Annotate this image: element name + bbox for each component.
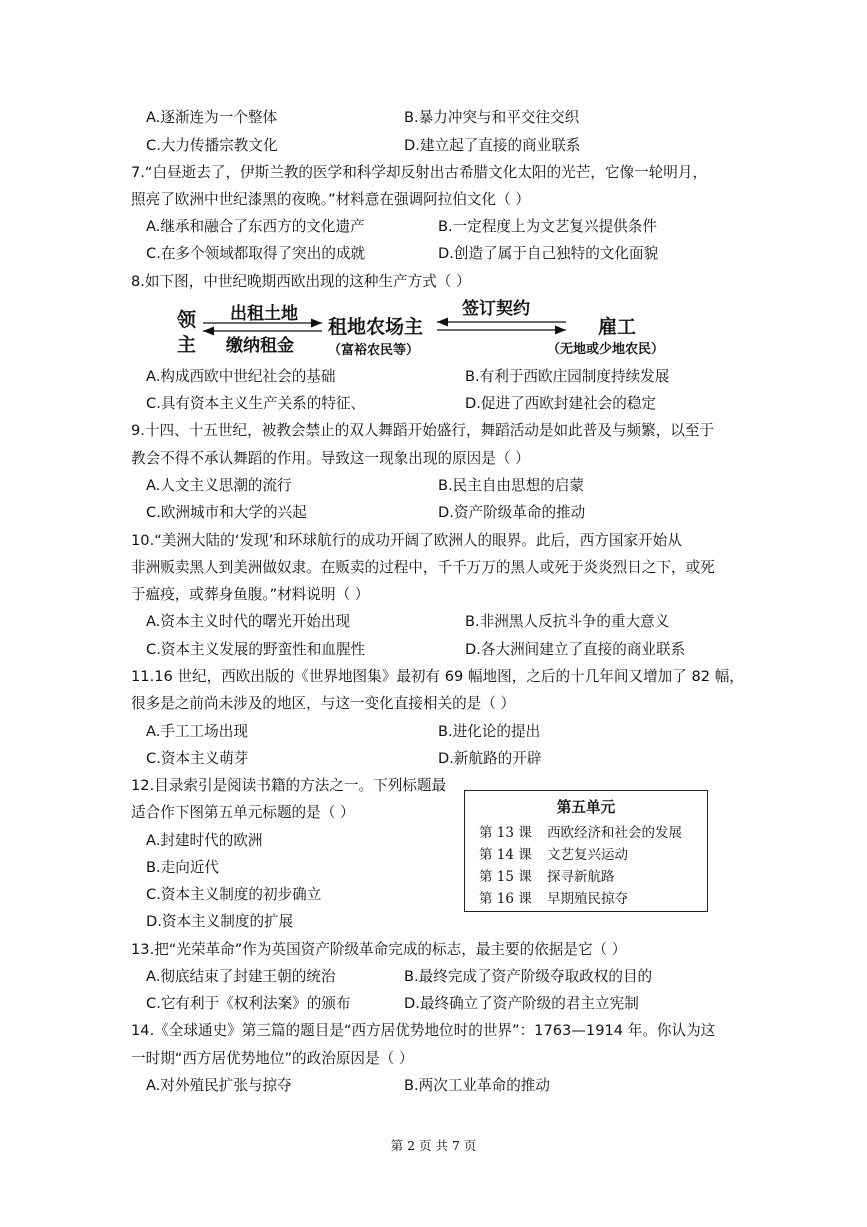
question-11-line1: 11.16 世纪，西欧出版的《世界地图集》最初有 69 幅地图，之后的十几年间又增加了 82 幅， bbox=[131, 668, 744, 685]
option-8a: A.构成西欧中世纪社会的基础 bbox=[146, 368, 336, 385]
option-6d: D.建立起了直接的商业联系 bbox=[404, 137, 581, 154]
question-13: 13.把“光荣革命”作为英国资产阶级革命完成的标志，最主要的依据是它（ ） bbox=[131, 941, 627, 958]
question-8: 8.如下图，中世纪晚期西欧出现的这种生产方式（ ） bbox=[131, 273, 471, 290]
toc-lesson-name: 探寻新航路 bbox=[547, 869, 615, 885]
option-12c: C.资本主义制度的初步确立 bbox=[146, 886, 322, 903]
question-10-line1: 10.“美洲大陆的‘发现’和环球航行的成功开阔了欧洲人的眼界。此后，西方国家开始从 bbox=[131, 532, 682, 549]
option-8d: D.促进了西欧封建社会的稳定 bbox=[465, 395, 657, 412]
option-10c: C.资本主义发展的野蛮性和血腥性 bbox=[146, 641, 366, 658]
lord-label-1: 领 bbox=[177, 309, 197, 331]
option-13a: A.彻底结束了封建王朝的统治 bbox=[146, 968, 336, 985]
toc-lesson-name: 西欧经济和社会的发展 bbox=[547, 825, 682, 841]
option-9a: A.人文主义思潮的流行 bbox=[146, 477, 292, 494]
toc-lesson-name: 早期殖民掠夺 bbox=[547, 891, 628, 907]
question-12-line1: 12.目录索引是阅读书籍的方法之一。下列标题最 bbox=[131, 777, 447, 794]
question-7-line1: 7.“白昼逝去了，伊斯兰教的医学和科学却反射出古希腊文化太阳的光芒，它像一轮明月， bbox=[131, 164, 708, 181]
lord-label-2: 主 bbox=[177, 334, 197, 356]
option-12b: B.走向近代 bbox=[146, 859, 220, 876]
question-12-line2: 适合作下图第五单元标题的是（ ） bbox=[131, 804, 355, 821]
contract-label: 签订契约 bbox=[462, 299, 530, 319]
option-13c: C.它有利于《权利法案》的颁布 bbox=[146, 995, 351, 1012]
option-9d: D.资产阶级革命的推动 bbox=[438, 504, 586, 521]
toc-lesson-no: 第 14 课 bbox=[479, 847, 532, 863]
option-9b: B.民主自由思想的启蒙 bbox=[438, 477, 584, 494]
option-13b: B.最终完成了资产阶级夺取政权的目的 bbox=[404, 968, 653, 985]
option-10b: B.非洲黑人反抗斗争的重大意义 bbox=[465, 613, 670, 630]
worker-note: （无地或少地农民） bbox=[547, 342, 665, 357]
option-12d: D.资本主义制度的扩展 bbox=[146, 913, 294, 930]
question-9-line1: 9.十四、十五世纪，被教会禁止的双人舞蹈开始盛行，舞蹈活动是如此普及与频繁，以至于 bbox=[131, 422, 715, 439]
option-6b: B.暴力冲突与和平交往交织 bbox=[404, 109, 580, 126]
option-7a: A.继承和融合了东西方的文化遗产 bbox=[146, 218, 365, 235]
option-13d: D.最终确立了资产阶级的君主立宪制 bbox=[404, 995, 639, 1012]
worker-label: 雇工 bbox=[598, 316, 637, 338]
option-6a: A.逐渐连为一个整体 bbox=[146, 109, 278, 126]
arrow-head-left bbox=[203, 327, 214, 336]
option-11b: B.进化论的提出 bbox=[438, 723, 541, 740]
toc-title: 第五单元 bbox=[556, 799, 616, 816]
toc-lesson-no: 第 13 课 bbox=[479, 825, 532, 841]
option-11c: C.资本主义萌芽 bbox=[146, 750, 249, 767]
option-7c: C.在多个领域都取得了突出的成就 bbox=[146, 245, 366, 262]
toc-row bbox=[479, 865, 615, 885]
option-10d: D.各大洲间建立了直接的商业联系 bbox=[465, 641, 686, 658]
unit-five-toc-box bbox=[464, 790, 708, 912]
toc-row bbox=[479, 887, 628, 907]
option-8b: B.有利于西欧庄园制度持续发展 bbox=[465, 368, 670, 385]
question-10-line3: 于瘟疫，或葬身鱼腹。”材料说明（ ） bbox=[131, 586, 370, 603]
question-14-line2: 一时期“西方居优势地位”的政治原因是（ ） bbox=[131, 1050, 414, 1067]
option-12a: A.封建时代的欧洲 bbox=[146, 832, 263, 849]
question-7-line2: 照亮了欧洲中世纪漆黑的夜晚。”材料意在强调阿拉伯文化（ ） bbox=[131, 191, 530, 208]
question-11-line2: 很多是之前尚未涉及的地区，与这一变化直接相关的是（ ） bbox=[131, 695, 516, 712]
option-14b: B.两次工业革命的推动 bbox=[404, 1077, 550, 1094]
question-9-line2: 教会不得不承认舞蹈的作用。导致这一现象出现的原因是（ ） bbox=[131, 450, 530, 467]
toc-lesson-no: 第 16 课 bbox=[479, 891, 532, 907]
option-7d: D.创造了属于自己独特的文化面貌 bbox=[438, 245, 659, 262]
option-7b: B.一定程度上为文艺复兴提供条件 bbox=[438, 218, 657, 235]
page-footer: 第 2 页 共 7 页 bbox=[390, 1138, 477, 1153]
toc-lesson-no: 第 15 课 bbox=[479, 869, 532, 885]
option-6c: C.大力传播宗教文化 bbox=[146, 137, 278, 154]
arrow-head-right-2 bbox=[555, 326, 566, 335]
option-10a: A.资本主义时代的曙光开始出现 bbox=[146, 613, 351, 630]
toc-row bbox=[479, 843, 628, 863]
arrow-head-left-2 bbox=[437, 318, 448, 327]
option-11a: A.手工工场出现 bbox=[146, 723, 248, 740]
arrow-head-right bbox=[311, 319, 322, 328]
pay-rent-label: 缴纳租金 bbox=[226, 336, 294, 356]
farmer-label: 租地农场主 bbox=[328, 316, 424, 338]
question-14-line1: 14.《全球通史》第三篇的题目是“西方居优势地位时的世界”：1763—1914 年。你认为这 bbox=[131, 1022, 716, 1039]
question-10-line2: 非洲贩卖黑人到美洲做奴隶。在贩卖的过程中，千千万万的黑人或死于炎炎烈日之下，或死 bbox=[131, 559, 715, 576]
option-9c: C.欧洲城市和大学的兴起 bbox=[146, 504, 307, 521]
option-14a: A.对外殖民扩张与掠夺 bbox=[146, 1077, 292, 1094]
option-11d: D.新航路的开辟 bbox=[438, 750, 542, 767]
option-8c: C.具有资本主义生产关系的特征、 bbox=[146, 395, 366, 412]
farmer-note: （富裕农民等） bbox=[328, 343, 420, 358]
rent-land-label: 出租土地 bbox=[230, 304, 298, 324]
toc-lesson-name: 文艺复兴运动 bbox=[547, 847, 628, 863]
toc-row bbox=[479, 821, 682, 841]
